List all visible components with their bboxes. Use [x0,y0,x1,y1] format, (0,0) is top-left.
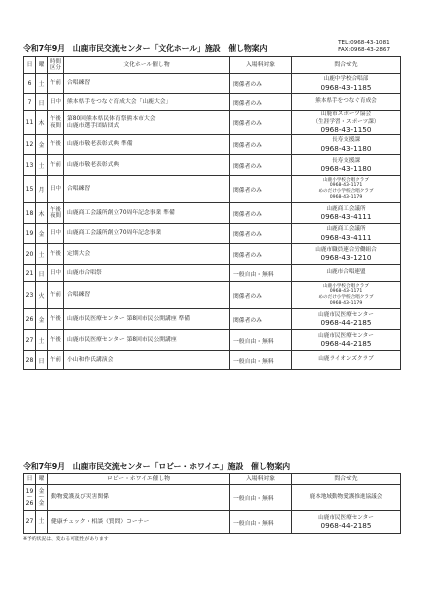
row-date: 27 [24,511,36,534]
row-event: 健康チェック・相談（質問）コーナー [48,511,230,534]
row-event: 山鹿市敬老表彰式典 準備 [64,135,230,155]
contact-line: 0968-43-1179 [329,194,363,200]
contact-info [338,40,390,54]
row-session: 日中 [48,94,64,111]
row-admission: 関係者のみ [230,224,292,244]
header-date: 日 [24,57,36,74]
row-event: 山鹿市合唱祭 [64,265,230,282]
contact-line: 0968-44-2185 [320,318,372,327]
table-row [24,485,401,511]
contact-line: 山鹿市職員連合労働組合 [315,246,377,253]
row-session: 日中 [48,265,64,282]
row-session: 午後 [48,244,64,265]
contact-line: （生涯学習・スポーツ課） [312,118,380,125]
row-admission: 一般自由・無料 [230,511,292,534]
row-admission: 関係者のみ [230,309,292,330]
row-session: 午前 [48,351,64,370]
row-admission: 関係者のみ [230,74,292,94]
contact-line: 0968-43-1171 [329,289,363,295]
hall-title: 令和7年9月 山鹿市民交流センター「文化ホール」施設 催し物案内 [23,44,268,53]
contact-line: 山鹿商工会議所 [326,205,366,212]
row-admission: 関係者のみ [230,135,292,155]
row-admission: 一般自由・無料 [230,265,292,282]
row-contact [292,282,401,309]
row-date: 15 [24,176,36,203]
contact-line: 山鹿商工会議所 [326,226,366,232]
row-event: 動物愛護及び災害関係 [48,485,230,511]
row-event: 熊本県手をつなぐ育成大会「山鹿大会」 [64,94,230,111]
contact-line: 0968-43-4111 [320,232,372,242]
contact-line: 山鹿市合唱連盟 [326,269,366,276]
footnote: ※予約状況は、変わる可能性があります [23,537,109,542]
lobby-header-weekday: 曜 [36,474,48,485]
row-weekday: 土 [36,511,48,534]
contact-line: 長寿支援課 [332,157,360,164]
row-contact [292,351,401,370]
tel-number: TEL:0968-43-1081 [338,40,390,46]
table-row [24,244,401,265]
row-session: 午後 [48,330,64,351]
contact-line: 熊本県手をつなぐ育成会 [315,98,377,105]
row-session: 午前 [48,282,64,309]
contact-line: 山鹿小学校合唱クラブ [323,283,369,289]
row-contact [292,74,401,94]
row-event: 合唱練習 [64,282,230,309]
contact-line: めのだけ小学校合唱クラブ [318,189,374,194]
row-admission: 関係者のみ [230,282,292,309]
header-weekday: 曜 [36,57,48,74]
table-row [24,330,401,351]
contact-line: 0968-43-1180 [320,164,372,173]
row-weekday: 月 [36,176,48,203]
contact-line: 山鹿中学校合唱部 [323,76,369,82]
contact-line: 0968-43-1150 [320,125,372,135]
table-row [24,224,401,244]
row-weekday: 金 ～ 金 [36,485,48,511]
table-row [24,111,401,135]
row-event: 定期大会 [64,244,230,265]
contact-line: 山鹿市スポーツ協会 [320,111,372,118]
row-weekday: 土 [36,155,48,176]
row-event: 小山和作氏講演会 [64,351,230,370]
row-date: 20 [24,244,36,265]
row-admission: 関係者のみ [230,203,292,224]
header-event: 文化ホール催し物 [64,57,230,74]
row-weekday: 火 [36,282,48,309]
lobby-header-date: 日 [24,474,36,485]
row-session: 午後 夜間 [48,203,64,224]
row-contact [292,309,401,330]
row-event: 山鹿商工会議所創立70周年記念事業 準備 [64,203,230,224]
table-row [24,282,401,309]
row-date: 12 [24,135,36,155]
row-contact [292,155,401,176]
table-row [24,94,401,111]
header-session: 時間区分 [48,57,64,74]
table-row [24,309,401,330]
row-weekday: 木 [36,111,48,135]
row-weekday: 金 [36,224,48,244]
row-event: 第80回熊本県民体育祭熊本市大会 山鹿市選手団結団式 [64,111,230,135]
row-date: 11 [24,111,36,135]
row-date: 7 [24,94,36,111]
row-contact [292,244,401,265]
contact-line: 鹿本地域動物愛護推進協議会 [309,493,383,500]
row-weekday: 土 [36,330,48,351]
table-row [24,176,401,203]
row-contact [292,94,401,111]
contact-line: 0968-44-2185 [320,339,372,348]
table-row [24,155,401,176]
row-date: 18 [24,203,36,224]
row-session: 日中 [48,224,64,244]
row-date: 19 [24,224,36,244]
row-event: 合唱練習 [64,74,230,94]
header-admission: 入場料対象 [230,57,292,74]
row-admission: 一般自由・無料 [230,351,292,370]
contact-line: 0968-44-2185 [320,521,372,530]
row-session: 午後 [48,309,64,330]
hall-events-table [23,56,401,370]
row-weekday: 木 [36,203,48,224]
row-date: 27 [24,330,36,351]
row-contact [292,265,401,282]
row-weekday: 土 [36,74,48,94]
row-event: 合唱練習 [64,176,230,203]
row-session: 午前 [48,155,64,176]
row-weekday: 金 [36,135,48,155]
row-contact [292,111,401,135]
contact-line: めのだけ小学校合唱クラブ [318,295,374,300]
row-admission: 関係者のみ [230,111,292,135]
table-row [24,265,401,282]
row-contact [292,224,401,244]
row-date: 19 ～ 26 [24,485,36,511]
row-weekday: 土 [36,244,48,265]
contact-line: 山鹿市民医療センター [318,311,374,318]
contact-line: 0968-43-1210 [320,253,372,262]
lobby-events-table [23,473,401,534]
row-admission: 一般自由・無料 [230,485,292,511]
contact-line: 0968-43-1180 [320,143,372,153]
contact-line: 山鹿ライオンズクラブ [318,356,374,363]
row-date: 28 [24,351,36,370]
row-date: 23 [24,282,36,309]
row-contact [292,511,401,534]
row-event: 山鹿市民医療センター 第8回市民公開講座 [64,330,230,351]
row-admission: 関係者のみ [230,94,292,111]
table-row [24,511,401,534]
contact-line: 0968-43-1179 [329,300,363,306]
hall-events-body [24,74,401,370]
table-row [24,351,401,370]
table-row [24,135,401,155]
table-row [24,74,401,94]
lobby-header-admission: 入場料対象 [230,474,292,485]
row-weekday: 金 [36,309,48,330]
row-admission: 一般自由・無料 [230,330,292,351]
row-session: 午後 夜間 [48,111,64,135]
row-date: 6 [24,74,36,94]
contact-line: 長寿支援課 [332,137,360,143]
contact-line: 0968-43-1171 [329,183,363,189]
lobby-header-event: ロビー・ホワイエ催し物 [48,474,230,485]
table-row [24,203,401,224]
contact-line: 山鹿市民医療センター [318,332,374,339]
row-weekday: 日 [36,265,48,282]
row-contact [292,176,401,203]
row-contact [292,485,401,511]
lobby-events-body [24,485,401,534]
contact-line: 0968-43-4111 [320,212,372,221]
row-contact [292,203,401,224]
lobby-title: 令和7年9月 山鹿市民交流センター「ロビー・ホワイエ」施設 催し物案内 [23,462,290,471]
row-admission: 関係者のみ [230,244,292,265]
contact-line: 0968-43-1185 [320,82,372,92]
row-admission: 関係者のみ [230,176,292,203]
row-event: 山鹿商工会議所創立70周年記念事業 [64,224,230,244]
row-date: 26 [24,309,36,330]
row-event: 山鹿市敬老表彰式典 [64,155,230,176]
header-inquiry: 問合せ先 [292,57,401,74]
row-admission: 関係者のみ [230,155,292,176]
row-date: 21 [24,265,36,282]
lobby-header-inquiry: 問合せ先 [292,474,401,485]
row-session: 日中 [48,176,64,203]
row-contact [292,135,401,155]
row-weekday: 日 [36,94,48,111]
row-contact [292,330,401,351]
row-weekday: 日 [36,351,48,370]
row-session: 午前 [48,74,64,94]
row-event: 山鹿市民医療センター 第8回市民公開講座 準備 [64,309,230,330]
fax-number: FAX:0968-43-2867 [338,47,390,53]
contact-line: 山鹿小学校合唱クラブ [323,177,369,183]
row-date: 13 [24,155,36,176]
row-session: 午後 [48,135,64,155]
contact-line: 山鹿市民医療センター [318,514,374,521]
